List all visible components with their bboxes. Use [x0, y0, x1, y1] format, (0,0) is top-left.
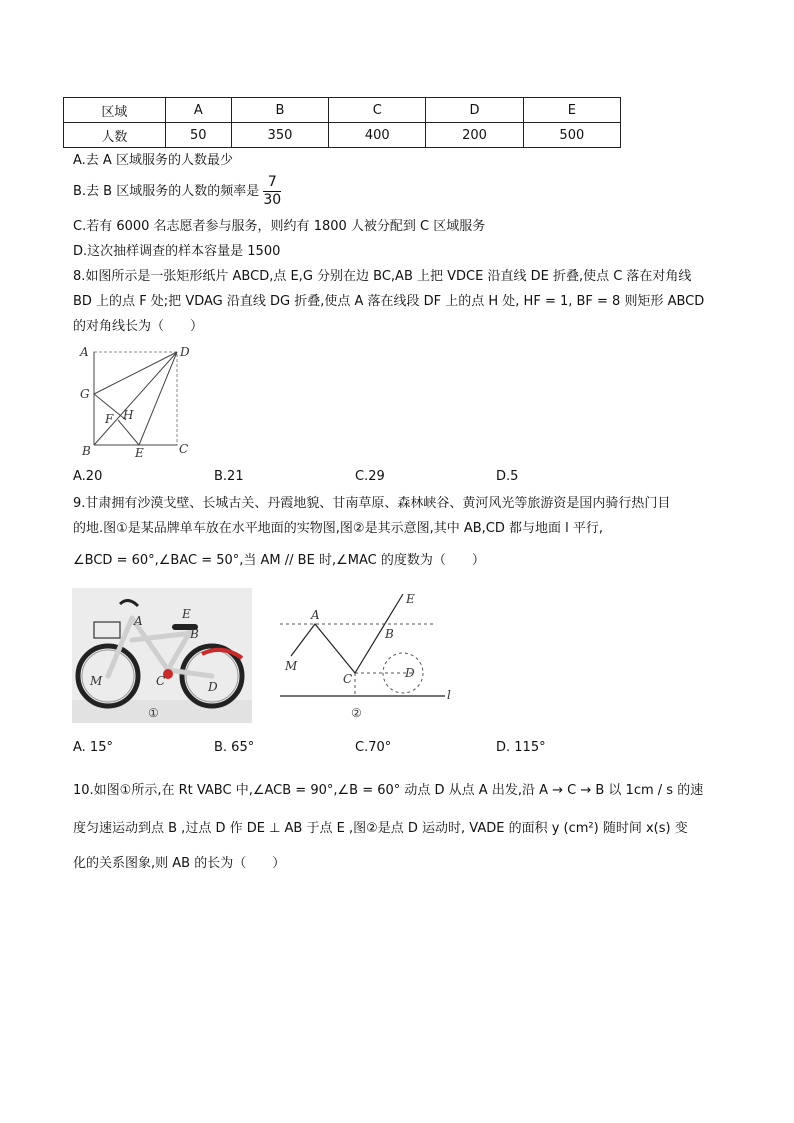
- q7-option-a: A.去 A 区域服务的人数最少: [73, 153, 233, 168]
- photo-label: M: [90, 674, 103, 688]
- schematic-label: B: [385, 627, 394, 641]
- point-label: C: [179, 442, 189, 456]
- table-cell: A: [165, 98, 231, 123]
- q8-option-c: C.29: [355, 469, 385, 484]
- table-cell: D: [426, 98, 523, 123]
- table-cell: 350: [231, 123, 328, 148]
- q9-text-line-1: 9.甘肃拥有沙漠戈壁、长城古关、丹霞地貌、甘南草原、森林峡谷、黄河风光等旅游资是国内骑行热门目: [73, 496, 671, 511]
- schematic-label: A: [311, 608, 320, 622]
- q7-option-c: C.若有 6000 名志愿者参与服务，则约有 1800 人被分配到 C 区域服务: [73, 219, 486, 234]
- bicycle-schematic: [275, 588, 455, 723]
- q8-text-line-1: 8.如图所示是一张矩形纸片 ABCD,点 E,G 分别在边 BC,AB 上把 VDCE 沿直线 DE 折叠,使点 C 落在对角线: [73, 269, 692, 284]
- q10-text-line-1: 10.如图①所示,在 Rt VABC 中,∠ACB = 90°,∠B = 60° 动点 D 从点 A 出发,沿 A → C → B 以 1cm / s 的速: [73, 783, 704, 798]
- point-label: F: [105, 412, 114, 426]
- table-cell: C: [329, 98, 426, 123]
- schematic-label: E: [406, 592, 415, 606]
- table-header-row: [64, 98, 621, 123]
- q9-option-a: A. 15°: [73, 740, 113, 755]
- q8-option-b: B.21: [214, 469, 244, 484]
- table-cell: B: [231, 98, 328, 123]
- schematic-label: l: [447, 688, 451, 702]
- table-cell: 200: [426, 123, 523, 148]
- q8-rectangle-figure: [74, 342, 194, 460]
- q10-text-line-2: 度匀速运动到点 B ,过点 D 作 DE ⊥ AB 于点 E ,图②是点 D 运动时, VADE 的面积 y (cm²) 随时间 x(s) 变: [73, 821, 688, 836]
- point-label: G: [80, 387, 90, 401]
- photo-label: D: [208, 680, 218, 694]
- q7-option-d: D.这次抽样调查的样本容量是 1500: [73, 244, 281, 259]
- q9-text-line-2: 的地.图①是某品牌单车放在水平地面的实物图,图②是其示意图,其中 AB,CD 都与地面 l 平行,: [73, 521, 604, 536]
- q7-option-b: [73, 174, 281, 210]
- table-cell: 400: [329, 123, 426, 148]
- figure-caption: ②: [351, 706, 362, 720]
- point-label: H: [123, 408, 134, 422]
- q8-option-a: A.20: [73, 469, 103, 484]
- point-label: D: [180, 345, 190, 359]
- q9-option-b: B. 65°: [214, 740, 255, 755]
- schematic-label: M: [285, 659, 298, 673]
- schematic-label: C: [343, 672, 353, 686]
- table-cell: 区域: [64, 98, 166, 123]
- fraction-denominator: 30: [263, 192, 282, 208]
- bicycle-photo: [72, 588, 252, 723]
- q8-text-line-3: 的对角线长为（ ）: [73, 319, 204, 334]
- q7-option-b-text: B.去 B 区域服务的人数的频率是: [73, 184, 260, 199]
- fraction: [263, 174, 281, 209]
- q9-option-d: D. 115°: [496, 740, 546, 755]
- table-cell: 人数: [64, 123, 166, 148]
- table-cell: E: [523, 98, 620, 123]
- table-row: [64, 123, 621, 148]
- fraction-numerator: 7: [263, 174, 281, 192]
- photo-label: C: [156, 674, 166, 688]
- point-label: E: [135, 446, 144, 460]
- data-table: [63, 97, 621, 148]
- table-cell: 500: [523, 123, 620, 148]
- photo-label: B: [190, 627, 199, 641]
- schematic-label: D: [405, 666, 415, 680]
- figure-caption: ①: [148, 706, 159, 720]
- q8-option-d: D.5: [496, 469, 519, 484]
- q9-text-line-3: ∠BCD = 60°,∠BAC = 50°,当 AM // BE 时,∠MAC 的度数为（ ）: [73, 553, 485, 568]
- q10-text-line-3: 化的关系图象,则 AB 的长为（ ）: [73, 856, 286, 871]
- point-label: A: [80, 345, 89, 359]
- photo-label: A: [134, 614, 143, 628]
- table-cell: 50: [165, 123, 231, 148]
- photo-label: E: [182, 607, 191, 621]
- q8-text-line-2: BD 上的点 F 处;把 VDAG 沿直线 DG 折叠,使点 A 落在线段 DF 上的点 H 处, HF = 1, BF = 8 则矩形 ABCD: [73, 294, 705, 309]
- point-label: B: [82, 444, 91, 458]
- q9-option-c: C.70°: [355, 740, 392, 755]
